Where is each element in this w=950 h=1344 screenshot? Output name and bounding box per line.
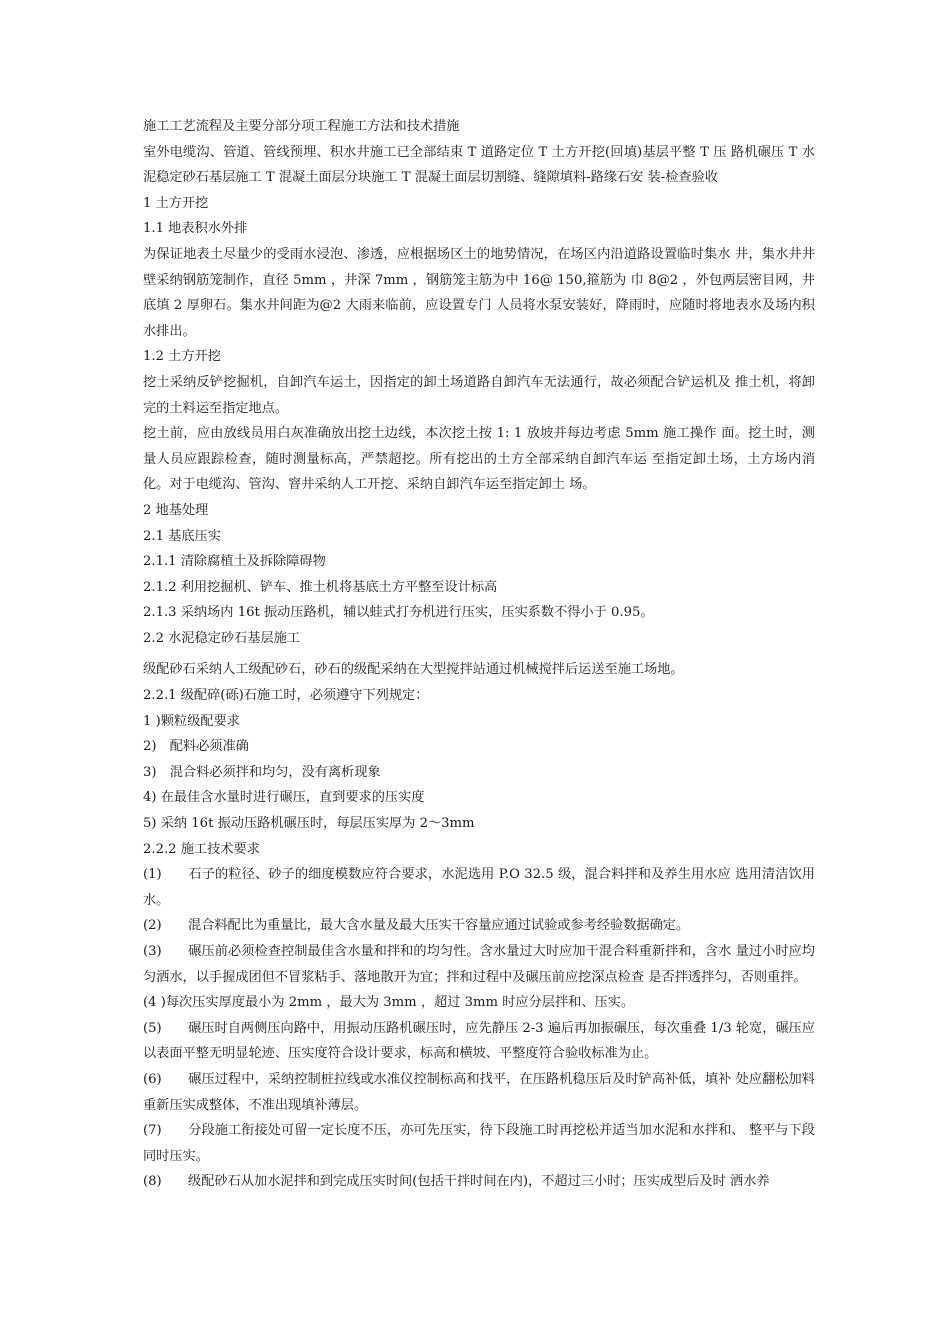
list-item-2-1-3: 2.1.3 采纳场内 16t 振动压路机，辅以蛙式打夯机进行压实，压实系数不得小于 0.95。 xyxy=(143,605,654,621)
numbered-item: (3) 碾压前必须检查控制最佳含水量和拌和的均匀性。含水量过大时应加干混合料重新拌和，含水 量过小时应均匀洒水，以手握成团但不冒浆粘手、落地散开为宜；拌和过程中及碾压前应挖深点检查 是否拌透拌匀，否则重拌。 xyxy=(143,944,815,985)
list-item: 4) 在最佳含水量时进行碾压，直到要求的压实度 xyxy=(143,790,425,806)
section-heading-1: 1 土方开挖 xyxy=(143,195,209,211)
numbered-item: (2) 混合料配比为重量比，最大含水量及最大压实干容量应通过试验或参考经验数据确定。 xyxy=(143,918,690,934)
numbered-item: (5) 碾压时自两侧压向路中，用振动压路机碾压时，应先静压 2-3 遍后再加振碾压，每次重叠 1/3 轮宽，碾压应以表面平整无明显轮迹、压实度符合设计要求，标高和横坡、平整度符合验收标准为止。 xyxy=(143,1020,815,1062)
subsection-heading-2-2-1: 2.2.1 级配碎(砾)石施工时，必须遵守下列规定： xyxy=(143,688,429,704)
subsection-heading-2-1: 2.1 基底压实 xyxy=(143,528,221,544)
subsection-heading-1-2: 1.2 土方开挖 xyxy=(143,349,221,365)
list-item: 3) 混合料必须拌和均匀，没有离析现象 xyxy=(143,764,381,780)
subsection-heading-2-2: 2.2 水泥稳定砂石基层施工 xyxy=(143,630,301,646)
numbered-item: (6) 碾压过程中，采纳控制桩拉线或水准仪控制标高和找平，在压路机稳压后及时铲高补低，填补 处应翻松加料重新压实成整体，不准出现填补薄层。 xyxy=(143,1071,815,1113)
list-item: 1 )颗粒级配要求 xyxy=(143,713,240,729)
body-paragraph: 为保证地表土尽量少的受雨水浸泡、渗透，应根据场区土的地势情况，在场区内沿道路设置临时集水 井，集水井井壁采纳钢筋笼制作，直径 5mm ，井深 7mm ，钢筋笼主筋为中 16@ 150,箍筋为 巾 8@2 ，外包两层密目网，井底填 2 厚卵石。集水井间距为@2 大雨来临前，应设置专门 人员将水泵安装好，降雨时，应随时将地表水及场内积水排出。 xyxy=(143,246,815,339)
process-flow-paragraph: 室外电缆沟、管道、管线预埋、积水井施工已全部结束 T 道路定位 T 土方开挖(回填)基层平整 T 压 路机碾压 T 水泥稳定砂石基层施工 T 混凝土面层分块施工 T 混凝土面层切割缝、缝隙填料-路缘石安 装-检查验收 xyxy=(143,144,815,186)
body-paragraph: 级配砂石采纳人工级配砂石，砂石的级配采纳在大型搅拌站通过机械搅拌后运送至施工场地。 xyxy=(143,662,684,678)
list-item: 2) 配料必须准确 xyxy=(143,739,249,755)
numbered-item: (4 )每次压实厚度最小为 2mm ，最大为 3mm ，超过 3mm 时应分层拌和、压实。 xyxy=(143,995,635,1011)
body-paragraph: 挖土采纳反铲挖掘机，自卸汽车运土，因指定的卸土场道路自卸汽车无法通行，故必须配合铲运机及 推土机，将卸完的土料运至指定地点。 xyxy=(143,374,815,416)
numbered-item: (7) 分段施工衔接处可留一定长度不压，亦可先压实，待下段施工时再挖松并适当加水泥和水拌和、 整平与下段同时压实。 xyxy=(143,1123,815,1164)
document-title: 施工工艺流程及主要分部分项工程施工方法和技术措施 xyxy=(143,119,460,134)
numbered-item: (8) 级配砂石从加水泥拌和到完成压实时间(包括干拌时间在内)，不超过三小时；压实成型后及时 洒水养 xyxy=(143,1174,770,1190)
section-heading-2: 2 地基处理 xyxy=(143,502,209,518)
body-paragraph: 挖土前，应由放线员用白灰准确放出挖土边线，本次挖土按 1: 1 放坡并每边考虑 5mm 施工操作 面。挖土时，测量人员应跟踪检查，随时测量标高，严禁超挖。所有挖出的土方全部采纳自卸汽车运 至指定卸土场，土方场内消化。对于电缆沟、管沟、窨井采纳人工开挖、采纳自卸汽车运至指定卸土 场。 xyxy=(143,426,815,493)
list-item-2-1-1: 2.1.1 清除腐植土及拆除障碍物 xyxy=(143,554,326,570)
subsection-heading-2-2-2: 2.2.2 施工技术要求 xyxy=(143,841,260,857)
list-item-2-1-2: 2.1.2 利用挖掘机、铲车、推土机将基底土方平整至设计标高 xyxy=(143,579,498,595)
numbered-item: (1) 石子的粒径、砂子的细度模数应符合要求，水泥选用 P.O 32.5 级，混合料拌和及养生用水应 选用清洁饮用水。 xyxy=(143,867,815,908)
subsection-heading-1-1: 1.1 地表积水外排 xyxy=(143,221,248,237)
list-item: 5) 采纳 16t 振动压路机碾压时，每层压实厚为 2〜3mm xyxy=(143,816,475,832)
document-body xyxy=(143,114,815,1195)
